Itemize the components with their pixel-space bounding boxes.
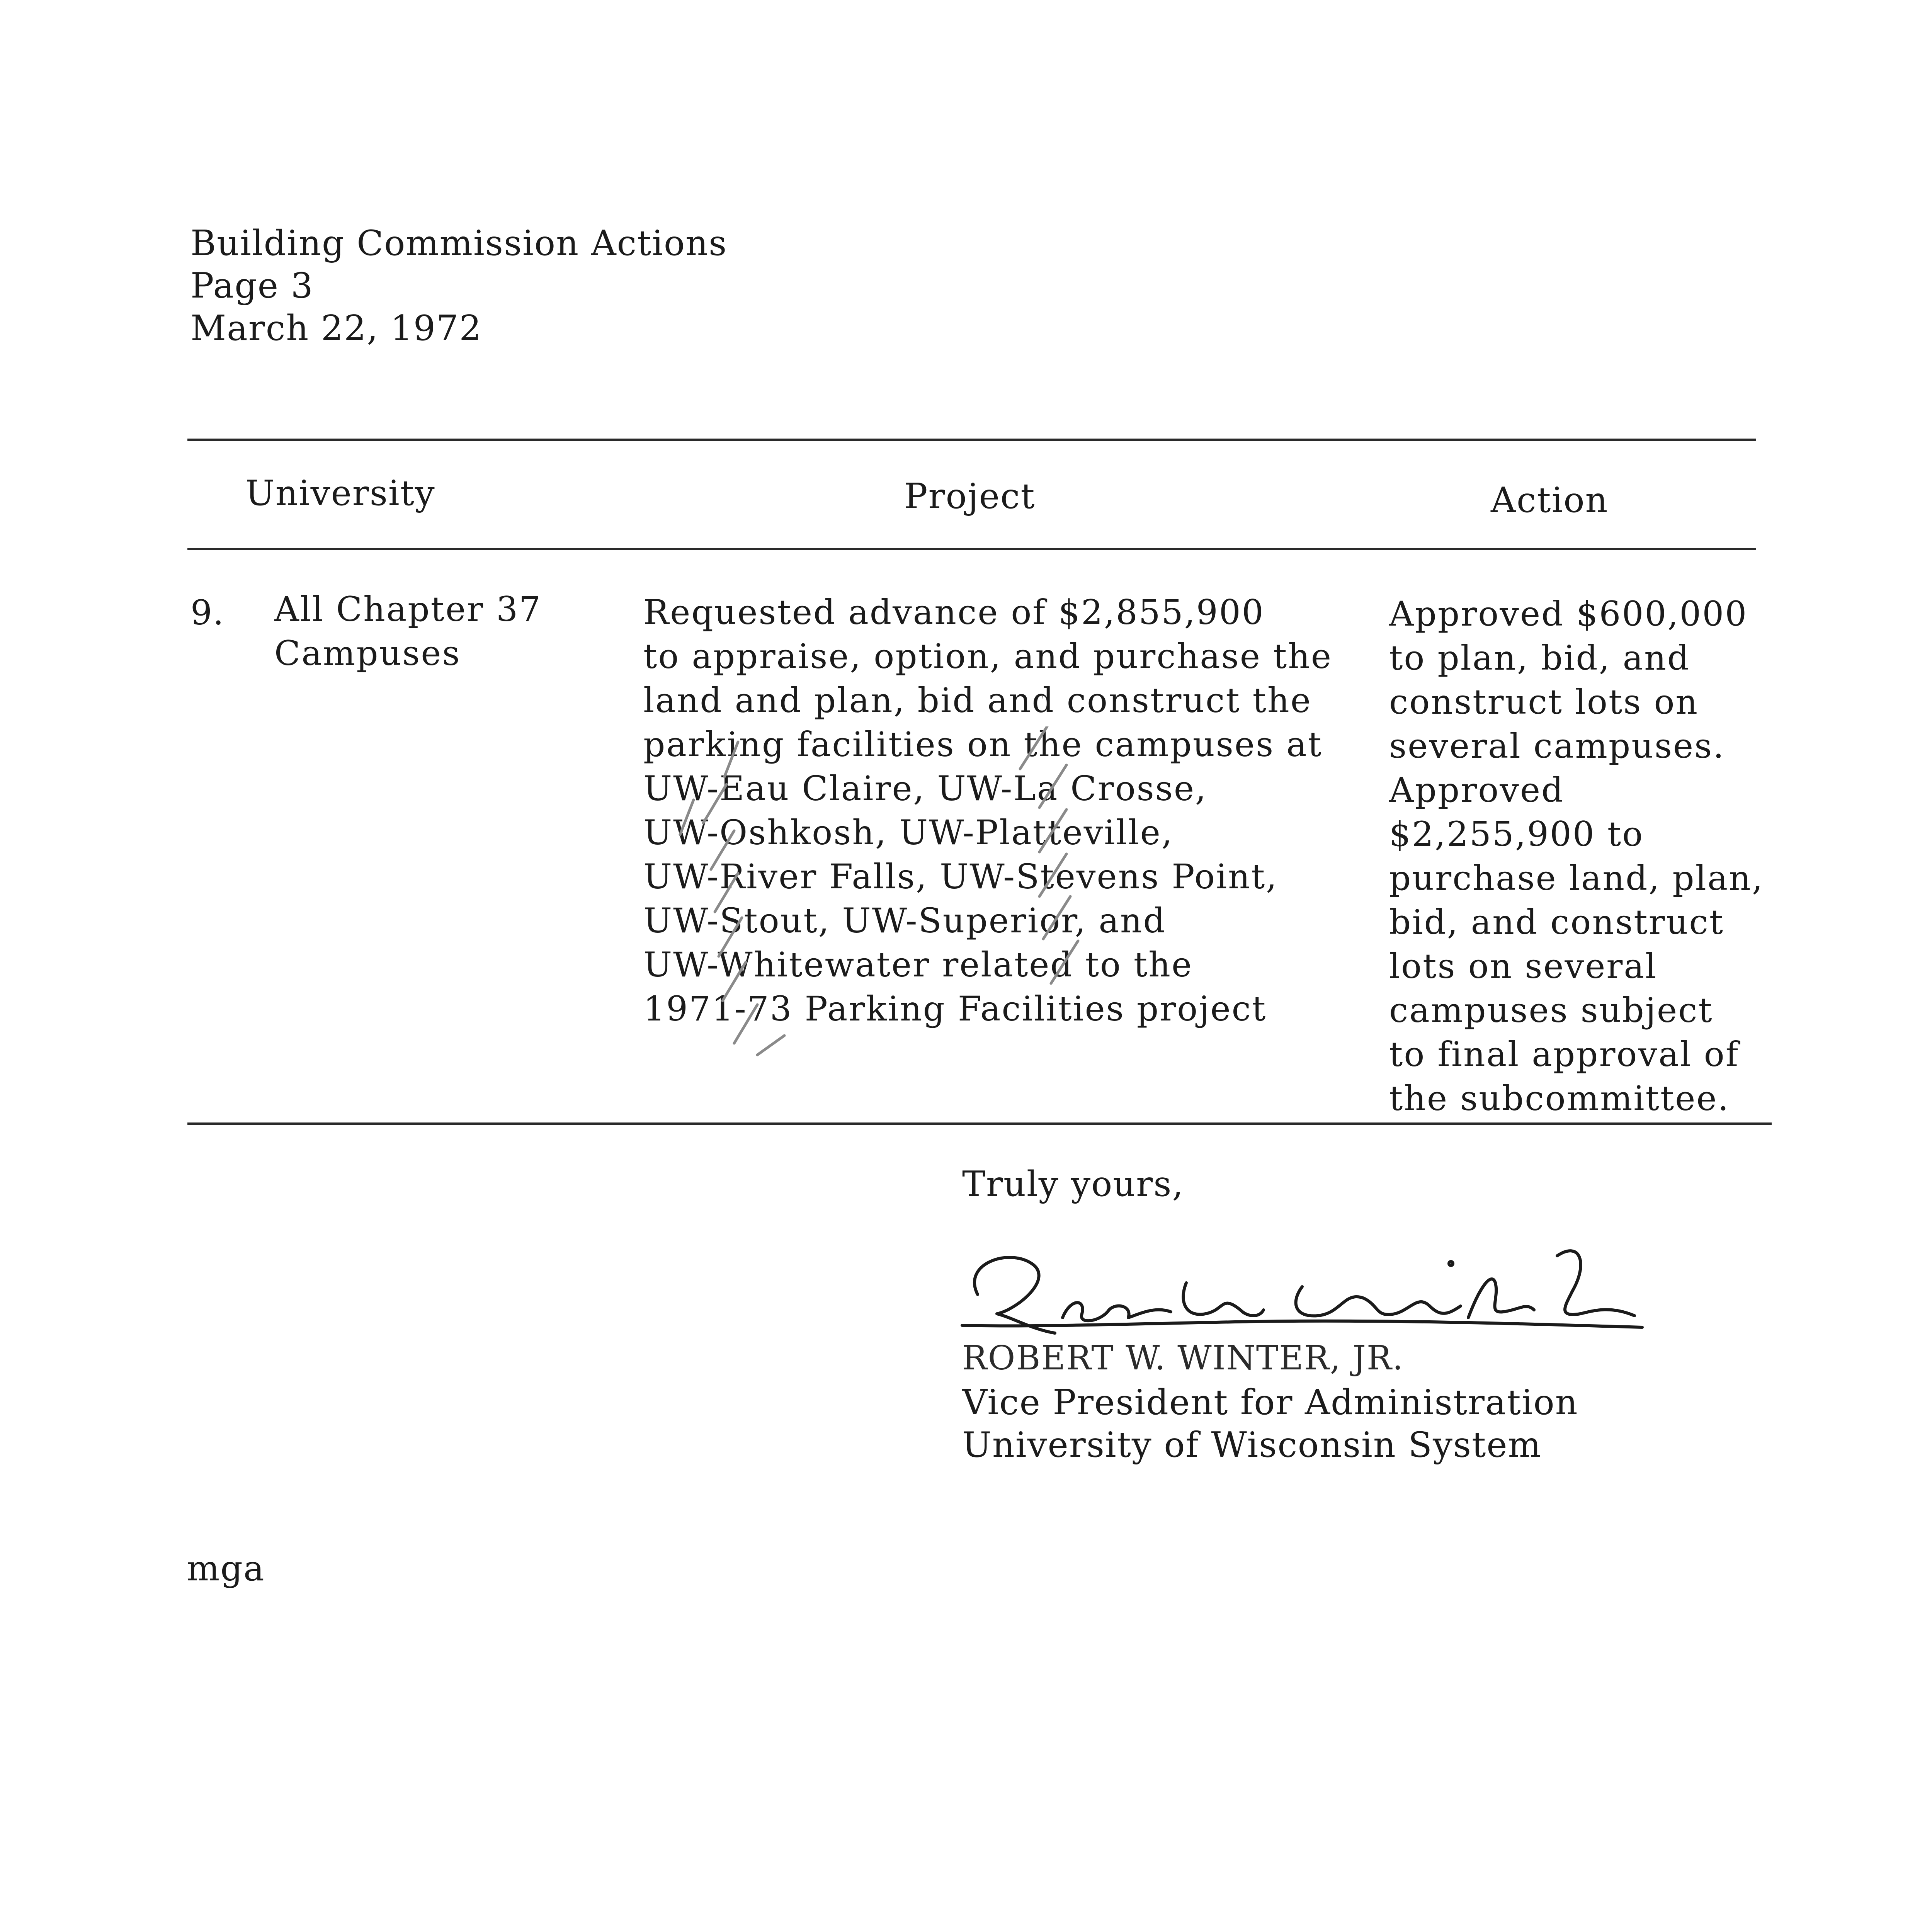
signature-stroke [1296, 1287, 1461, 1316]
university-line: All Chapter 37 [274, 589, 542, 629]
action-line: the subcommittee. [1389, 1078, 1730, 1118]
action-line: campuses subject [1389, 990, 1713, 1030]
column-header-action: Action [1491, 480, 1609, 520]
document-title: Building Commission Actions [190, 223, 728, 264]
project-line: Requested advance of $2,855,900 [643, 592, 1265, 632]
project-line: to appraise, option, and purchase the [643, 636, 1332, 676]
action-line: several campuses. [1389, 726, 1725, 766]
project-line: UW-Stout, UW-Superior, and [643, 901, 1166, 940]
action-line: Approved $600,000 [1389, 594, 1748, 634]
pencil-tick-marks-right [989, 726, 1144, 1074]
signatory-position: Vice President for Administration [962, 1382, 1578, 1423]
pencil-tick [1039, 810, 1066, 852]
signature-stroke [1183, 1283, 1264, 1316]
document-date: March 22, 1972 [190, 308, 482, 349]
pencil-tick [1051, 941, 1078, 983]
pencil-tick [1043, 896, 1070, 939]
action-line: lots on several [1389, 946, 1657, 986]
typist-initials: mga [187, 1548, 265, 1589]
signatory-organization: University of Wisconsin System [962, 1425, 1542, 1465]
page-number: Page 3 [190, 265, 314, 306]
table-bottom-rule [187, 1122, 1772, 1125]
signature-dot [1449, 1262, 1453, 1265]
column-header-project: Project [904, 476, 1036, 517]
pencil-tick [711, 831, 734, 869]
signatory-name: ROBERT W. WINTER, JR. [962, 1339, 1404, 1378]
salutation: Truly yours, [962, 1164, 1184, 1204]
action-line: construct lots on [1389, 682, 1699, 722]
pencil-tick-marks [657, 696, 1043, 1082]
action-line: to plan, bid, and [1389, 638, 1690, 678]
row-number: 9. [190, 593, 224, 633]
project-line: UW-Eau Claire, UW-La Crosse, [643, 769, 1208, 808]
university-cell [274, 587, 542, 675]
signature-stroke [1557, 1251, 1634, 1316]
action-line: purchase land, plan, [1389, 858, 1764, 898]
project-line: parking facilities on the campuses at [643, 724, 1323, 764]
signature-stroke [1468, 1279, 1534, 1318]
action-line: Approved [1389, 770, 1565, 810]
pencil-tick [757, 1036, 784, 1055]
pencil-tick [1039, 765, 1066, 808]
project-line: UW-Whitewater related to the [643, 945, 1193, 985]
signature-stroke [962, 1321, 1642, 1327]
action-line: to final approval of [1389, 1034, 1740, 1074]
pencil-tick [703, 784, 726, 823]
project-line: 1971-73 Parking Facilities project [643, 989, 1267, 1029]
column-header-university: University [245, 473, 435, 514]
project-line: UW-River Falls, UW-Stevens Point, [643, 857, 1278, 896]
action-line: $2,255,900 to [1389, 814, 1644, 854]
project-line: UW-Oshkosh, UW-Platteville, [643, 813, 1173, 852]
project-line: land and plan, bid and construct the [643, 680, 1312, 720]
pencil-tick [680, 800, 694, 835]
pencil-tick [1020, 726, 1047, 769]
pencil-tick [719, 918, 742, 956]
table-top-rule [187, 439, 1756, 441]
action-line: bid, and construct [1389, 902, 1725, 942]
signature-stroke [1063, 1303, 1171, 1321]
table-header-rule [187, 548, 1756, 550]
university-line: Campuses [274, 633, 461, 673]
action-cell [1389, 592, 1764, 1121]
pencil-tick [715, 873, 738, 912]
pencil-tick [734, 1005, 757, 1043]
pencil-tick [723, 962, 746, 1001]
pencil-tick [1039, 854, 1066, 896]
signature-stroke [975, 1257, 1055, 1333]
pencil-tick [724, 742, 738, 777]
